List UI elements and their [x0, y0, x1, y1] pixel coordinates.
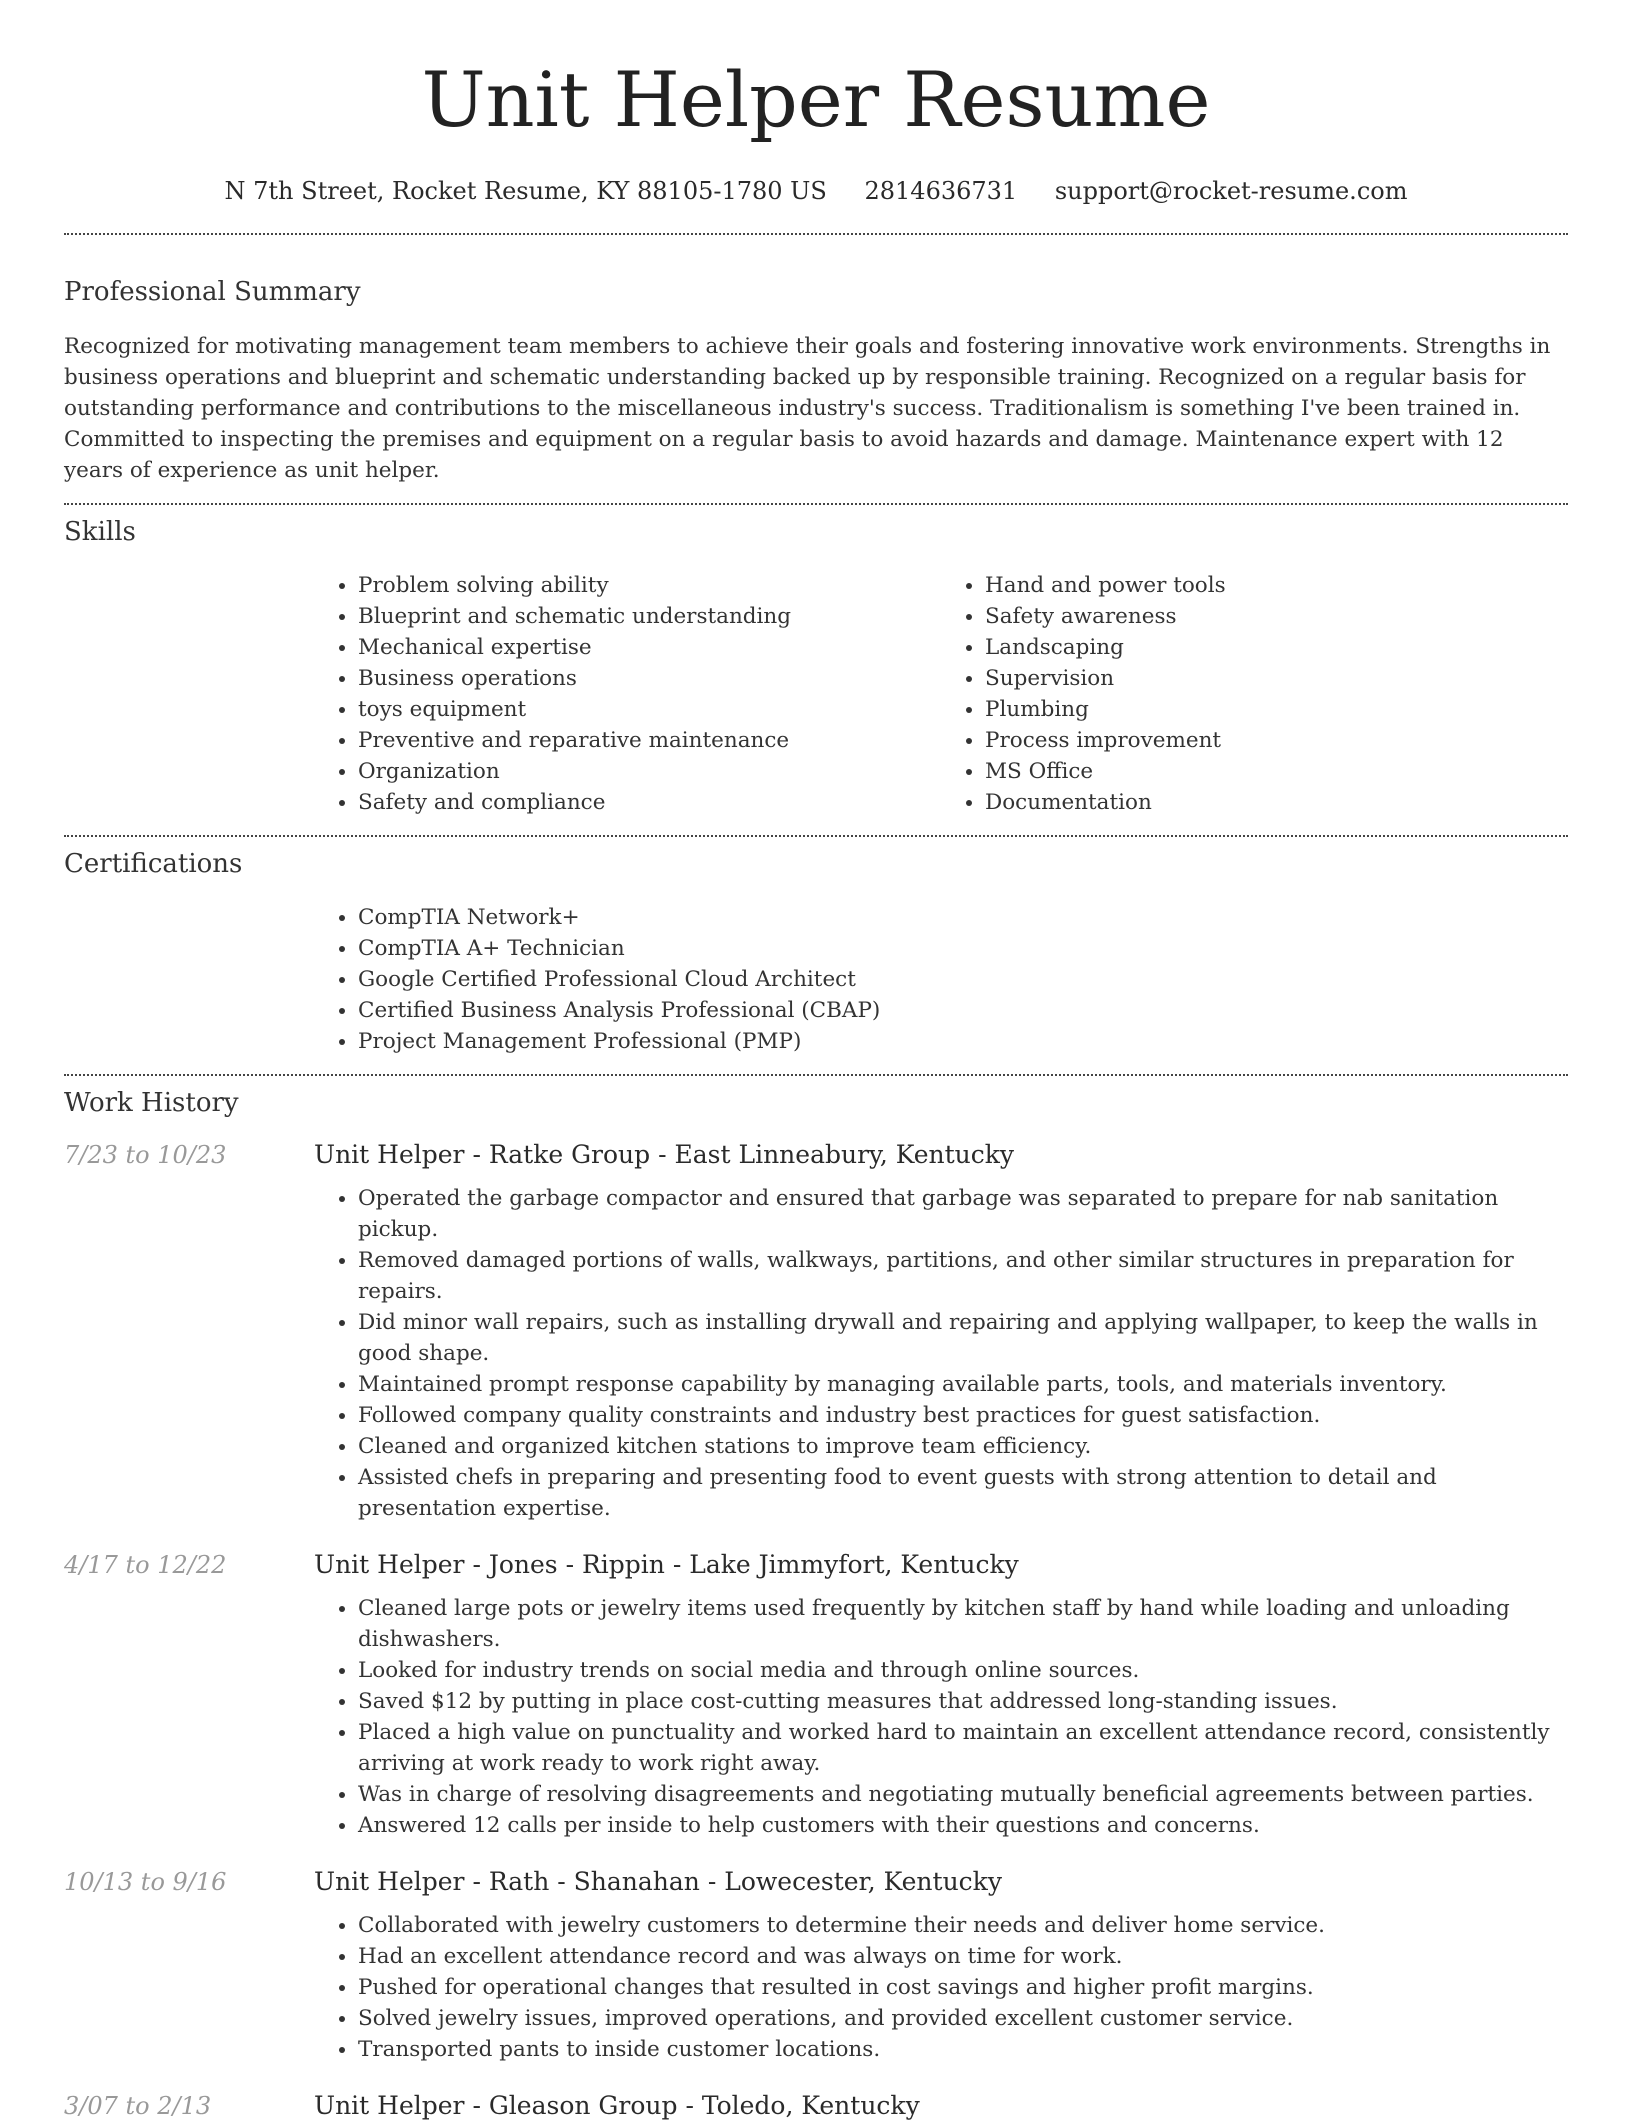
job-bullet: • Assisted chefs in preparing and presenting food to event guests with strong attention to detail and presentation expertise. — [358, 1462, 1568, 1524]
certifications-list — [314, 902, 1568, 1057]
job-dates: 3/07 to 2/13 — [64, 2092, 212, 2120]
job-entry — [64, 1140, 1568, 1524]
skill-item: • toys equipment — [358, 694, 941, 725]
skill-item: • Plumbing — [985, 694, 1568, 725]
skill-item: • MS Office — [985, 756, 1568, 787]
section-title-work-history: Work History — [64, 1088, 239, 1118]
job-header — [64, 1867, 1568, 1896]
job-bullet: • Did minor wall repairs, such as installing drywall and repairing and applying wallpaper, to keep the walls in good shape. — [358, 1307, 1568, 1369]
skill-item: • Documentation — [985, 787, 1568, 818]
job-heading: Unit Helper - Gleason Group - Toledo, Kentucky — [314, 2091, 920, 2120]
job-bullet: • Looked for industry trends on social media and through online sources. — [358, 1655, 1568, 1686]
skill-item: • Safety awareness — [985, 601, 1568, 632]
skill-item: • Preventive and reparative maintenance — [358, 725, 941, 756]
job-bullet: • Placed a high value on punctuality and worked hard to maintain an excellent attendance record, consistently arriving at work ready to work right away. — [358, 1717, 1568, 1779]
certification-item: • CompTIA A+ Technician — [358, 933, 1568, 964]
certification-item: • CompTIA Network+ — [358, 902, 1568, 933]
skill-item: • Supervision — [985, 663, 1568, 694]
skill-item: • Business operations — [358, 663, 941, 694]
job-header — [64, 1550, 1568, 1579]
job-bullet: • Cleaned and organized kitchen stations to improve team efficiency. — [358, 1431, 1568, 1462]
job-bullet: • Followed company quality constraints and industry best practices for guest satisfaction. — [358, 1400, 1568, 1431]
job-bullet: • Saved $12 by putting in place cost-cutting measures that addressed long-standing issues. — [358, 1686, 1568, 1717]
job-bullets — [314, 1593, 1568, 1841]
job-bullet: • Answered 12 calls per inside to help customers with their questions and concerns. — [358, 1810, 1568, 1841]
skill-item: • Safety and compliance — [358, 787, 941, 818]
job-header — [64, 2091, 1568, 2120]
divider — [64, 1074, 1568, 1076]
job-bullet: • Solved jewelry issues, improved operations, and provided excellent customer service. — [358, 2003, 1568, 2034]
job-heading: Unit Helper - Ratke Group - East Linneabury, Kentucky — [314, 1140, 1015, 1169]
job-bullets — [314, 1910, 1568, 2065]
skills-column-left — [314, 570, 941, 818]
certification-item: • Google Certified Professional Cloud Architect — [358, 964, 1568, 995]
job-bullets — [314, 1183, 1568, 1524]
job-dates: 7/23 to 10/23 — [64, 1141, 227, 1169]
job-bullet: • Pushed for operational changes that resulted in cost savings and higher profit margins. — [358, 1972, 1568, 2003]
job-header — [64, 1140, 1568, 1169]
job-heading: Unit Helper - Jones - Rippin - Lake Jimmyfort, Kentucky — [314, 1550, 1019, 1579]
email: support@rocket-resume.com — [1054, 177, 1408, 205]
skill-item: • Mechanical expertise — [358, 632, 941, 663]
job-entry — [64, 1550, 1568, 1841]
job-bullet: • Transported pants to inside customer locations. — [358, 2034, 1568, 2065]
phone: 2814636731 — [864, 177, 1018, 205]
resume-title: Unit Helper Resume — [421, 55, 1211, 144]
skills-column-right — [941, 570, 1568, 818]
skill-item: • Organization — [358, 756, 941, 787]
skill-item: • Problem solving ability — [358, 570, 941, 601]
summary-text: Recognized for motivating management team members to achieve their goals and fostering innovative work environments. Strengths in business operations and blueprint and schematic understanding backed up by responsible training. Recognized on a regular basis for outstanding performance and contributions to the miscellaneous industry's success. Traditionalism is something I've been trained in. Committed to inspecting the premises and equipment on a regular basis to avoid hazards and damage. Maintenance expert with 12 years of experience as unit helper. — [64, 334, 1551, 483]
divider — [64, 503, 1568, 505]
divider — [64, 233, 1568, 235]
section-title-certifications: Certifications — [64, 849, 243, 879]
job-heading: Unit Helper - Rath - Shanahan - Lowecester, Kentucky — [314, 1867, 1002, 1896]
job-bullet: • Removed damaged portions of walls, walkways, partitions, and other similar structures in preparation for repairs. — [358, 1245, 1568, 1307]
job-bullet: • Collaborated with jewelry customers to determine their needs and deliver home service. — [358, 1910, 1568, 1941]
job-dates: 10/13 to 9/16 — [64, 1868, 227, 1896]
job-bullet: • Operated the garbage compactor and ensured that garbage was separated to prepare for nab sanitation pickup. — [358, 1183, 1568, 1245]
job-entry — [64, 1867, 1568, 2065]
skill-item: • Process improvement — [985, 725, 1568, 756]
certification-item: • Certified Business Analysis Professional (CBAP) — [358, 995, 1568, 1026]
skill-item: • Blueprint and schematic understanding — [358, 601, 941, 632]
section-title-summary: Professional Summary — [64, 277, 361, 307]
contact-line — [64, 174, 1568, 208]
skills-list — [314, 570, 1568, 818]
job-bullet: • Cleaned large pots or jewelry items used frequently by kitchen staff by hand while loading and unloading dishwashers. — [358, 1593, 1568, 1655]
job-bullet: • Was in charge of resolving disagreements and negotiating mutually beneficial agreements between parties. — [358, 1779, 1568, 1810]
address: N 7th Street, Rocket Resume, KY 88105-1780 US — [224, 177, 827, 205]
job-bullet: • Had an excellent attendance record and was always on time for work. — [358, 1941, 1568, 1972]
certification-item: • Project Management Professional (PMP) — [358, 1026, 1568, 1057]
skill-item: • Hand and power tools — [985, 570, 1568, 601]
skill-item: • Landscaping — [985, 632, 1568, 663]
job-entry — [64, 2091, 1568, 2120]
job-dates: 4/17 to 12/22 — [64, 1551, 227, 1579]
divider — [64, 835, 1568, 837]
section-title-skills: Skills — [64, 517, 136, 547]
job-bullet: • Maintained prompt response capability by managing available parts, tools, and materials inventory. — [358, 1369, 1568, 1400]
